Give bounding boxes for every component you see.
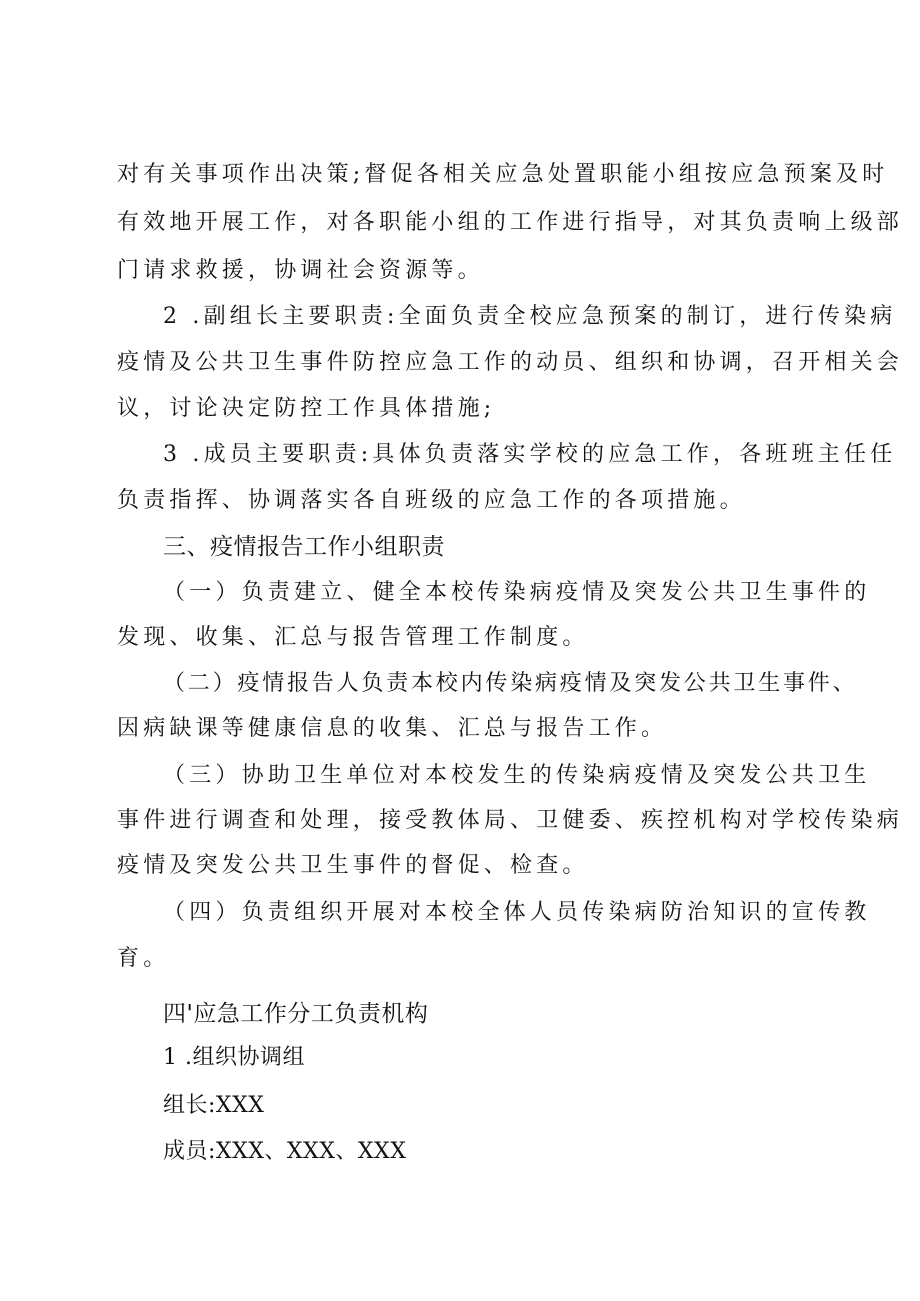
- item-3-line-3: 疫情及突发公共卫生事件的督促、检查。: [117, 853, 589, 878]
- item-3-line-1: （三）协助卫生单位对本校发生的传染病疫情及突发公共卫生: [163, 763, 871, 788]
- item-4-line-2: 育。: [117, 946, 170, 971]
- section-3-heading: 三、疫情报告工作小组职责: [163, 534, 445, 560]
- group-1-members: 成员:XXX、XXX、XXX: [163, 1139, 407, 1164]
- paragraph-3-line-1: 3 .成员主要职责:具体负责落实学校的应急工作，各班班主任任: [163, 442, 897, 467]
- paragraph-1-line-3: 门请求救援，协调社会资源等。: [117, 258, 484, 283]
- paragraph-1-line-1: 对有关事项作出决策;督促各相关应急处置职能小组按应急预案及时: [117, 162, 889, 187]
- section-4-heading: 四'应急工作分工负责机构: [163, 1001, 429, 1027]
- paragraph-2-line-3: 议，讨论决定防控工作具体措施;: [117, 396, 496, 421]
- paragraph-2-line-1: 2 .副组长主要职责:全面负责全校应急预案的制订，进行传染病: [163, 304, 897, 329]
- paragraph-3-line-2: 负责指挥、协调落实各自班级的应急工作的各项措施。: [117, 488, 746, 513]
- item-2-line-1: （二）疫情报告人负责本校内传染病疫情及突发公共卫生事件、: [163, 671, 858, 696]
- item-4-line-1: （四）负责组织开展对本校全体人员传染病防治知识的宣传教: [163, 900, 871, 925]
- group-1-title: 1 .组织协调组: [163, 1045, 305, 1070]
- item-3-line-2: 事件进行调查和处理，接受教体局、卫健委、疾控机构对学校传染病: [117, 808, 904, 833]
- item-1-line-2: 发现、收集、汇总与报告管理工作制度。: [117, 625, 589, 650]
- item-2-line-2: 因病缺课等健康信息的收集、汇总与报告工作。: [117, 716, 668, 741]
- paragraph-2-line-2: 疫情及公共卫生事件防控应急工作的动员、组织和协调，召开相关会: [117, 350, 904, 375]
- item-1-line-1: （一）负责建立、健全本校传染病疫情及突发公共卫生事件的: [163, 580, 871, 605]
- group-1-leader: 组长:XXX: [163, 1093, 265, 1118]
- paragraph-1-line-2: 有效地开展工作，对各职能小组的工作进行指导，对其负责响上级部: [117, 210, 904, 235]
